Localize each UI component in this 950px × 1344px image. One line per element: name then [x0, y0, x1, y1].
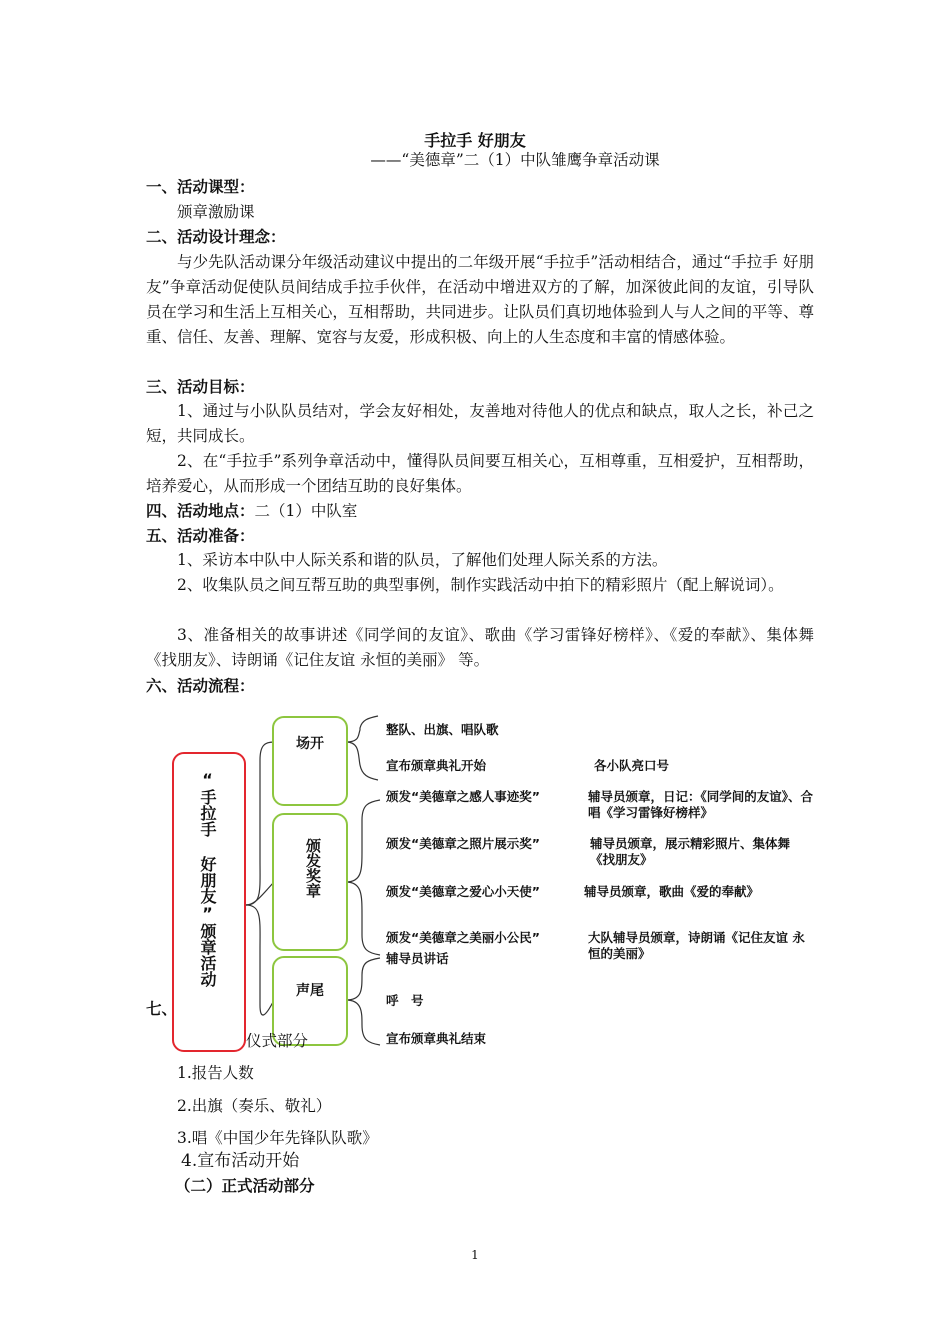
flow-item-4: 颁发“美德章之照片展示奖” [386, 836, 540, 851]
section-3-heading: 三、活动目标： [146, 378, 255, 396]
section-5-item-1: 1、采访本中队中人际关系和谐的队员，了解他们处理人际关系的方法。 [177, 551, 668, 569]
section-1-heading: 一、活动课型： [146, 178, 255, 196]
ritual-item-1: 1.报告人数 [177, 1064, 254, 1082]
brace-to-opening [246, 742, 274, 905]
section-5-item-2: 2、收集队员之间互帮互助的典型事例，制作实践活动中拍下的精彩照片（配上解说词）。 [177, 576, 784, 594]
section-7-heading: 七、 [146, 1000, 178, 1018]
flow-item-8: 呼 号 [386, 993, 424, 1008]
section-6-heading: 六、活动流程： [146, 677, 255, 695]
flow-item-5-detail: 辅导员颁章，歌曲《爱的奉献》 [584, 884, 760, 899]
flow-item-5: 颁发“美德章之爱心小天使” [386, 884, 540, 899]
section-4-heading: 四、活动地点： [146, 502, 255, 520]
doc-title: 手拉手 好朋友 [424, 131, 526, 150]
flow-branch-opening [272, 716, 348, 806]
brace-closing-top [346, 958, 380, 1000]
flow-item-1: 整队、出旗、唱队歌 [386, 722, 499, 737]
flow-item-3-detail: 辅导员颁章，日记：《同学间的友谊》、合唱《学习雷锋好榜样》 [588, 789, 814, 820]
brace-opening-bottom [346, 742, 378, 780]
flow-item-2-detail: 各小队亮口号 [594, 758, 670, 773]
section-2-heading: 二、活动设计理念： [146, 228, 286, 246]
brace-award-bottom [346, 882, 380, 955]
flow-item-7: 辅导员讲话 [386, 951, 449, 966]
ritual-item-2: 2.出旗（奏乐、敬礼） [177, 1097, 332, 1115]
section-2-body: 与少先队活动课分年级活动建议中提出的二年级开展“手拉手”活动相结合，通过“手拉手 好朋友”争章活动促使队员间结成手拉手伙伴，在活动中增进双方的了解，加深彼此间的友谊，引导队员在学习和生活上互相关心，互相帮助，共同进步。让队员们真切地体验到人与人之间的平等、尊重、信任、友善、理解、宽容与友爱，形成积极、向上的人生态度和丰富的情感体验。 [146, 253, 814, 346]
section-3-item-1: 1、通过与小队队员结对，学会友好相处，友善地对待他人的优点和缺点，取人之长，补己之短，共同成长。 [146, 402, 814, 445]
section-4-body: 二（1）中队室 [254, 502, 358, 520]
flow-item-2: 宣布颁章典礼开始 [386, 758, 487, 773]
section-5-heading: 五、活动准备： [146, 527, 255, 545]
section-1-body: 颁章激励课 [177, 203, 255, 221]
part-2-heading: （二）正式活动部分 [175, 1177, 315, 1195]
page-number: 1 [471, 1248, 479, 1262]
brace-award-top [346, 800, 380, 882]
flow-item-9: 宣布颁章典礼结束 [386, 1031, 487, 1046]
flow-branch-award-label: 颁发奖章 [304, 838, 322, 898]
ritual-item-4: 4.宣布活动开始 [181, 1151, 300, 1171]
doc-subtitle: ——“美德章”二（1）中队雏鹰争章活动课 [370, 151, 660, 169]
brace-to-closing [246, 905, 274, 1015]
brace-opening-top [346, 716, 378, 742]
ritual-item-3: 3.唱《中国少年先锋队队歌》 [177, 1129, 378, 1147]
flow-main-label: “手拉手 好朋友”颁章活动 [198, 770, 217, 987]
flow-item-6: 颁发“美德章之美丽小公民” [386, 930, 540, 945]
flow-item-6-detail: 大队辅导员颁章，诗朗诵《记住友谊 永恒的美丽》 [588, 930, 805, 961]
flow-branch-closing-label: 声尾 [296, 983, 324, 999]
flow-branch-opening-label: 场开 [296, 736, 324, 752]
flow-item-3: 颁发“美德章之感人事迹奖” [386, 789, 540, 804]
brace-closing-bottom [346, 1000, 380, 1045]
section-3-item-2: 2、在“手拉手”系列争章活动中，懂得队员间要互相关心，互相尊重，互相爱护，互相帮助，培养爱心，从而形成一个团结互助的良好集体。 [146, 452, 814, 495]
section-5-item-3: 3、准备相关的故事讲述《同学间的友谊》、歌曲《学习雷锋好榜样》、《爱的奉献》、集体舞《找朋友》、诗朗诵《记住友谊 永恒的美丽》 等。 [146, 626, 814, 669]
flow-item-4-detail: 辅导员颁章，展示精彩照片、集体舞《找朋友》 [590, 836, 791, 867]
section-7-subheading: 仪式部分 [246, 1032, 309, 1050]
